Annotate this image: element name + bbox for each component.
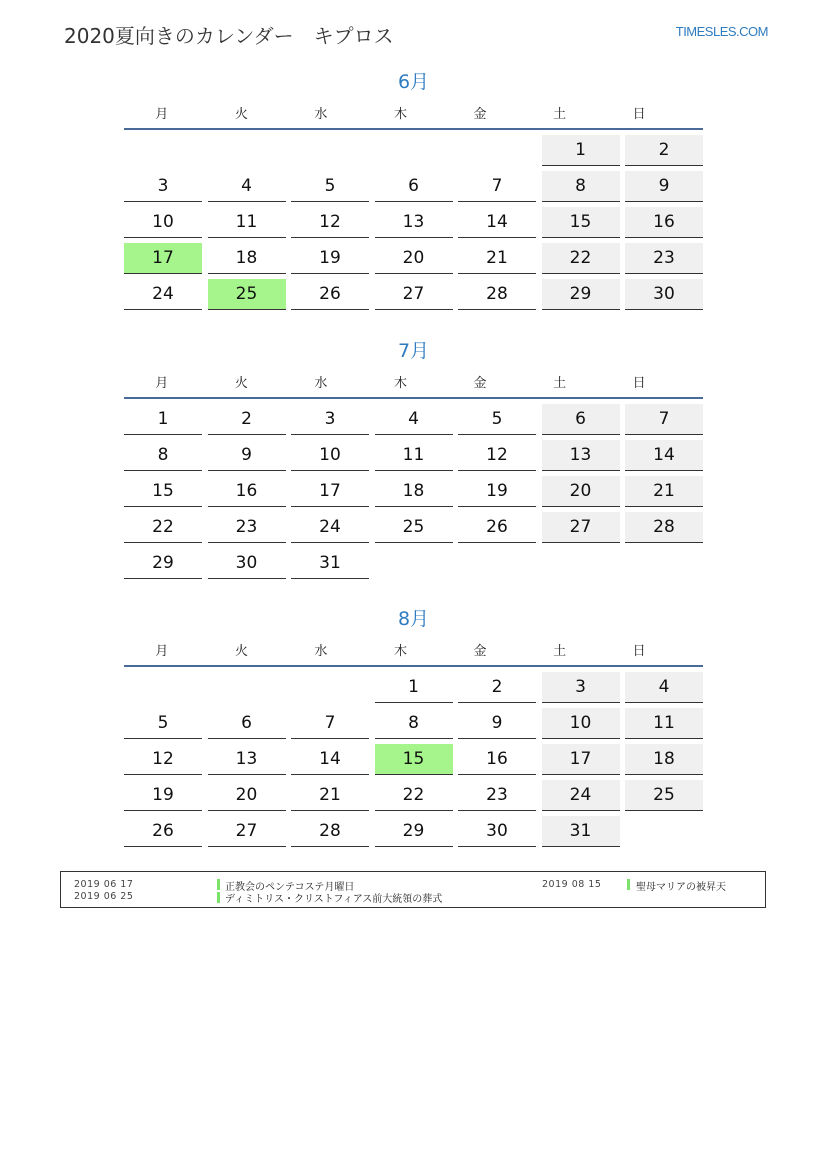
empty-day-cell: [208, 672, 286, 703]
day-cell: 23: [458, 780, 536, 811]
weekday-label: 日: [632, 643, 646, 659]
weekday-label: 土: [553, 106, 567, 122]
day-cell: 27: [208, 816, 286, 847]
day-cell: 4: [208, 171, 286, 202]
day-cell: 10: [124, 207, 202, 238]
day-cell: 22: [375, 780, 453, 811]
day-cell: 6: [208, 708, 286, 739]
week-row: [124, 672, 703, 708]
legend-date: 2019 08 15: [542, 879, 602, 890]
day-cell: 20: [375, 243, 453, 274]
weekday-label: 月: [155, 106, 169, 122]
weekend-day-cell: 31: [542, 816, 620, 847]
day-cell: 8: [375, 708, 453, 739]
weekend-day-cell: 17: [542, 744, 620, 775]
week-row: [124, 476, 703, 512]
day-cell: 19: [291, 243, 369, 274]
day-cell: 12: [124, 744, 202, 775]
empty-day-cell: [375, 135, 453, 166]
weekend-day-cell: 4: [625, 672, 703, 703]
empty-day-cell: [542, 548, 620, 579]
day-cell: 19: [124, 780, 202, 811]
day-cell: 16: [458, 744, 536, 775]
week-row: [124, 548, 703, 584]
weekend-day-cell: 30: [625, 279, 703, 310]
day-cell: 11: [208, 207, 286, 238]
header-divider: [124, 128, 703, 130]
weekend-day-cell: 6: [542, 404, 620, 435]
weekday-label: 日: [632, 375, 646, 391]
empty-day-cell: [124, 135, 202, 166]
weekday-label: 金: [473, 106, 487, 122]
holiday-day-cell: 15: [375, 744, 453, 775]
weekday-label: 土: [553, 643, 567, 659]
empty-day-cell: [124, 672, 202, 703]
day-cell: 30: [458, 816, 536, 847]
day-cell: 9: [458, 708, 536, 739]
header-divider: [124, 665, 703, 667]
day-cell: 21: [458, 243, 536, 274]
day-cell: 20: [208, 780, 286, 811]
day-cell: 27: [375, 279, 453, 310]
day-cell: 7: [291, 708, 369, 739]
week-row: [124, 744, 703, 780]
month-calendar: [124, 337, 703, 584]
day-cell: 22: [124, 512, 202, 543]
weekend-day-cell: 15: [542, 207, 620, 238]
day-grid: [124, 404, 703, 584]
day-cell: 24: [124, 279, 202, 310]
empty-day-cell: [291, 135, 369, 166]
weekday-label: 水: [314, 375, 328, 391]
weekend-day-cell: 16: [625, 207, 703, 238]
weekday-label: 月: [155, 643, 169, 659]
empty-day-cell: [625, 816, 703, 847]
weekend-day-cell: 29: [542, 279, 620, 310]
weekday-label: 日: [632, 106, 646, 122]
day-cell: 28: [458, 279, 536, 310]
day-cell: 30: [208, 548, 286, 579]
empty-day-cell: [458, 135, 536, 166]
weekend-day-cell: 24: [542, 780, 620, 811]
week-row: [124, 135, 703, 171]
empty-day-cell: [375, 548, 453, 579]
legend-date: 2019 06 17: [74, 879, 134, 890]
weekend-day-cell: 9: [625, 171, 703, 202]
empty-day-cell: [625, 548, 703, 579]
legend-color-mark: [627, 879, 630, 890]
empty-day-cell: [458, 548, 536, 579]
day-cell: 18: [375, 476, 453, 507]
weekday-label: 火: [234, 643, 248, 659]
week-row: [124, 816, 703, 852]
day-cell: 26: [458, 512, 536, 543]
day-cell: 26: [291, 279, 369, 310]
weekday-header-row: [124, 365, 703, 397]
weekday-label: 木: [393, 106, 407, 122]
day-cell: 28: [291, 816, 369, 847]
day-cell: 1: [375, 672, 453, 703]
week-row: [124, 243, 703, 279]
weekend-day-cell: 1: [542, 135, 620, 166]
day-cell: 4: [375, 404, 453, 435]
day-cell: 7: [458, 171, 536, 202]
day-cell: 13: [208, 744, 286, 775]
header-divider: [124, 397, 703, 399]
weekend-day-cell: 3: [542, 672, 620, 703]
weekend-day-cell: 13: [542, 440, 620, 471]
empty-day-cell: [291, 672, 369, 703]
week-row: [124, 512, 703, 548]
day-cell: 14: [291, 744, 369, 775]
day-cell: 24: [291, 512, 369, 543]
day-cell: 5: [291, 171, 369, 202]
weekday-header-row: [124, 96, 703, 128]
weekday-label: 水: [314, 106, 328, 122]
holiday-day-cell: 25: [208, 279, 286, 310]
weekday-label: 月: [155, 375, 169, 391]
week-row: [124, 440, 703, 476]
day-cell: 21: [291, 780, 369, 811]
week-row: [124, 708, 703, 744]
weekend-day-cell: 2: [625, 135, 703, 166]
day-cell: 14: [458, 207, 536, 238]
day-cell: 31: [291, 548, 369, 579]
weekend-day-cell: 8: [542, 171, 620, 202]
page-title: 2020夏向きのカレンダー キプロス: [64, 24, 394, 48]
holiday-legend: [60, 871, 766, 908]
day-cell: 29: [375, 816, 453, 847]
day-cell: 26: [124, 816, 202, 847]
week-row: [124, 279, 703, 315]
day-cell: 9: [208, 440, 286, 471]
day-cell: 16: [208, 476, 286, 507]
month-title: 7月: [397, 340, 430, 362]
legend-color-mark: [217, 892, 220, 903]
weekday-label: 火: [234, 106, 248, 122]
weekend-day-cell: 23: [625, 243, 703, 274]
legend-label: ディミトリス・クリストフィアス前大統領の葬式: [225, 894, 443, 905]
week-row: [124, 404, 703, 440]
month-calendar: [124, 68, 703, 315]
day-cell: 12: [458, 440, 536, 471]
day-cell: 8: [124, 440, 202, 471]
day-cell: 6: [375, 171, 453, 202]
weekend-day-cell: 20: [542, 476, 620, 507]
weekday-label: 水: [314, 643, 328, 659]
month-title: 6月: [397, 71, 430, 93]
day-grid: [124, 135, 703, 315]
weekday-label: 木: [393, 643, 407, 659]
day-cell: 17: [291, 476, 369, 507]
weekend-day-cell: 10: [542, 708, 620, 739]
day-cell: 5: [458, 404, 536, 435]
day-grid: [124, 672, 703, 852]
weekend-day-cell: 27: [542, 512, 620, 543]
day-cell: 23: [208, 512, 286, 543]
legend-date: 2019 06 25: [74, 891, 134, 902]
week-row: [124, 207, 703, 243]
weekday-label: 木: [393, 375, 407, 391]
day-cell: 12: [291, 207, 369, 238]
day-cell: 2: [458, 672, 536, 703]
day-cell: 29: [124, 548, 202, 579]
weekday-label: 土: [553, 375, 567, 391]
day-cell: 3: [291, 404, 369, 435]
day-cell: 19: [458, 476, 536, 507]
empty-day-cell: [208, 135, 286, 166]
legend-label: 聖母マリアの被昇天: [636, 882, 726, 893]
day-cell: 11: [375, 440, 453, 471]
day-cell: 5: [124, 708, 202, 739]
site-brand-link[interactable]: TIMESLES.COM: [675, 24, 768, 39]
weekday-header-row: [124, 633, 703, 665]
day-cell: 13: [375, 207, 453, 238]
day-cell: 3: [124, 171, 202, 202]
month-calendar: [124, 605, 703, 852]
weekday-label: 火: [234, 375, 248, 391]
legend-label: 正教会のペンテコステ月曜日: [225, 882, 355, 893]
holiday-day-cell: 17: [124, 243, 202, 274]
weekend-day-cell: 18: [625, 744, 703, 775]
weekday-label: 金: [473, 375, 487, 391]
weekend-day-cell: 22: [542, 243, 620, 274]
day-cell: 18: [208, 243, 286, 274]
month-title: 8月: [397, 608, 430, 630]
legend-color-mark: [217, 879, 220, 890]
day-cell: 10: [291, 440, 369, 471]
week-row: [124, 780, 703, 816]
weekend-day-cell: 21: [625, 476, 703, 507]
day-cell: 25: [375, 512, 453, 543]
day-cell: 2: [208, 404, 286, 435]
weekend-day-cell: 14: [625, 440, 703, 471]
weekday-label: 金: [473, 643, 487, 659]
day-cell: 1: [124, 404, 202, 435]
weekend-day-cell: 25: [625, 780, 703, 811]
weekend-day-cell: 28: [625, 512, 703, 543]
week-row: [124, 171, 703, 207]
day-cell: 15: [124, 476, 202, 507]
weekend-day-cell: 11: [625, 708, 703, 739]
weekend-day-cell: 7: [625, 404, 703, 435]
